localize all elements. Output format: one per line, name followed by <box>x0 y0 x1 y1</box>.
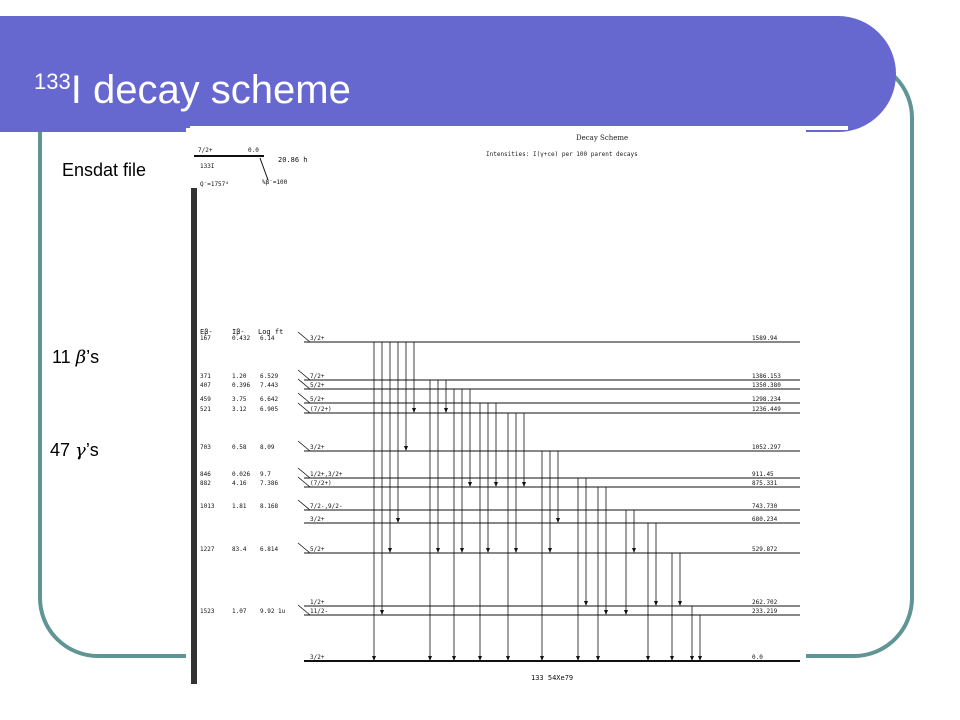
level-energy: 1298.234 <box>752 396 781 403</box>
beta-logft: 6.642 <box>260 396 279 403</box>
decay-scheme-diagram <box>186 128 806 684</box>
decay-scheme-scan <box>186 128 806 684</box>
level-energy: 1236.449 <box>752 406 781 413</box>
beta-intensity: 1.07 <box>232 608 247 615</box>
gamma-count-label <box>50 440 99 461</box>
gamma-suffix: ’s <box>85 440 99 460</box>
beta-suffix: ’s <box>86 347 100 367</box>
level-energy: 911.45 <box>752 471 774 478</box>
gamma-arrowhead <box>388 548 392 553</box>
beta-logft: 6.14 <box>260 335 275 342</box>
gamma-arrowhead <box>460 548 464 553</box>
beta-feed-arrow <box>298 393 310 403</box>
beta-logft: 6.905 <box>260 406 279 413</box>
beta-feed-arrow <box>298 543 310 553</box>
beta-feed-arrow <box>298 370 310 380</box>
beta-energy: 1013 <box>200 503 215 510</box>
scheme-intensities-note: Intensities: I(γ+ce) per 100 parent decays <box>486 151 638 158</box>
gamma-arrowhead <box>556 518 560 523</box>
beta-intensity: 83.4 <box>232 546 247 553</box>
level-spin: (7/2+) <box>310 406 332 413</box>
beta-energy: 882 <box>200 480 211 487</box>
beta-intensity: 3.75 <box>232 396 247 403</box>
gamma-arrowhead <box>436 548 440 553</box>
title-mass-number: 133 <box>34 69 71 94</box>
beta-feed-arrow <box>298 500 310 510</box>
beta-energy: 521 <box>200 406 211 413</box>
level-energy: 1386.153 <box>752 373 781 380</box>
gamma-arrowhead <box>632 548 636 553</box>
parent-halflife: 20.86 h <box>278 156 308 164</box>
level-spin: 1/2+,3/2+ <box>310 471 343 478</box>
parent-nuclide: 133I <box>200 163 215 170</box>
title-banner <box>0 16 896 132</box>
beta-intensity: 1.81 <box>232 503 247 510</box>
beta-energy: 371 <box>200 373 211 380</box>
beta-logft: 8.168 <box>260 503 279 510</box>
gamma-transitions <box>372 342 702 661</box>
beta-intensity: 0.432 <box>232 335 251 342</box>
beta-intensity: 3.12 <box>232 406 247 413</box>
gamma-arrowhead <box>624 610 628 615</box>
gamma-arrowhead <box>584 601 588 606</box>
level-spin: 7/2+ <box>310 373 325 380</box>
level-energy: 1589.94 <box>752 335 778 342</box>
beta-logft: 7.443 <box>260 382 279 389</box>
gamma-symbol: γ <box>75 440 86 461</box>
gamma-arrowhead <box>522 482 526 487</box>
beta-energy: 167 <box>200 335 211 342</box>
beta-feeding-table <box>200 332 310 615</box>
beta-symbol: β <box>75 347 87 368</box>
beta-intensity: 4.16 <box>232 480 247 487</box>
level-spin: 11/2- <box>310 608 329 615</box>
col-header-logft: Log ft <box>258 328 284 336</box>
beta-energy: 407 <box>200 382 211 389</box>
title-text: I decay scheme <box>70 68 351 112</box>
level-energy: 0.0 <box>752 654 763 661</box>
q-value: Q⁻=1757⁴ <box>200 181 229 188</box>
slide-title <box>34 66 351 120</box>
col-header-intensity: Iβ- <box>232 328 245 336</box>
gamma-arrowhead <box>444 408 448 413</box>
gamma-arrowhead <box>514 548 518 553</box>
beta-logft: 6.814 <box>260 546 279 553</box>
level-spin: 5/2+ <box>310 382 325 389</box>
daughter-nuclide: 133 54Xe79 <box>531 674 574 682</box>
level-energy: 1350.380 <box>752 382 781 389</box>
beta-logft: 8.09 <box>260 444 275 451</box>
level-spin: 3/2+ <box>310 335 325 342</box>
scheme-heading: Decay Scheme <box>576 134 629 142</box>
beta-feed-arrow <box>298 468 310 478</box>
beta-energy: 459 <box>200 396 211 403</box>
level-energy: 529.872 <box>752 546 778 553</box>
gamma-arrowhead <box>678 601 682 606</box>
level-energy: 875.331 <box>752 480 778 487</box>
beta-energy: 703 <box>200 444 211 451</box>
beta-count-label <box>52 347 99 368</box>
ensdat-file-label: Ensdat file <box>62 160 147 180</box>
beta-feed-arrow <box>298 441 310 451</box>
gamma-count: 47 <box>50 440 71 460</box>
gamma-arrowhead <box>396 518 400 523</box>
gamma-arrowhead <box>404 446 408 451</box>
level-spin: (7/2+) <box>310 480 332 487</box>
beta-intensity: 0.396 <box>232 382 251 389</box>
beta-energy: 1227 <box>200 546 215 553</box>
level-energy: 743.730 <box>752 503 778 510</box>
parent-energy: 0.0 <box>248 147 259 154</box>
gamma-arrowhead <box>468 482 472 487</box>
beta-energy: 1523 <box>200 608 215 615</box>
gamma-arrowhead <box>548 548 552 553</box>
level-energy: 233.219 <box>752 608 778 615</box>
level-spin: 7/2-,9/2- <box>310 503 343 510</box>
level-spin: 1/2+ <box>310 599 325 606</box>
beta-logft: 7.386 <box>260 480 279 487</box>
level-spin: 3/2+ <box>310 654 325 661</box>
level-energy: 1052.297 <box>752 444 781 451</box>
level-spin: 3/2+ <box>310 444 325 451</box>
parent-spin: 7/2+ <box>198 147 213 154</box>
gamma-arrowhead <box>604 610 608 615</box>
gamma-arrowhead <box>494 482 498 487</box>
beta-intensity: 0.026 <box>232 471 251 478</box>
beta-intensity: 0.58 <box>232 444 247 451</box>
gamma-arrowhead <box>380 610 384 615</box>
beta-intensity: 1.20 <box>232 373 247 380</box>
beta-feed-arrow <box>298 332 310 342</box>
level-energy: 262.702 <box>752 599 778 606</box>
beta-energy: 846 <box>200 471 211 478</box>
beta-feed-arrow <box>298 403 310 413</box>
parent-arrow <box>260 158 268 180</box>
level-lines <box>304 335 800 661</box>
gamma-arrowhead <box>654 601 658 606</box>
beta-count: 11 <box>52 347 71 367</box>
level-spin: 5/2+ <box>310 396 325 403</box>
gamma-arrowhead <box>412 408 416 413</box>
beta-branch: %β⁻=100 <box>262 179 288 186</box>
level-spin: 5/2+ <box>310 546 325 553</box>
level-spin: 3/2+ <box>310 516 325 523</box>
gamma-arrowhead <box>486 548 490 553</box>
beta-logft: 9.92 1u <box>260 608 286 615</box>
beta-logft: 6.529 <box>260 373 279 380</box>
beta-logft: 9.7 <box>260 471 271 478</box>
level-energy: 680.234 <box>752 516 778 523</box>
col-header-energy: Eβ- <box>200 328 213 336</box>
